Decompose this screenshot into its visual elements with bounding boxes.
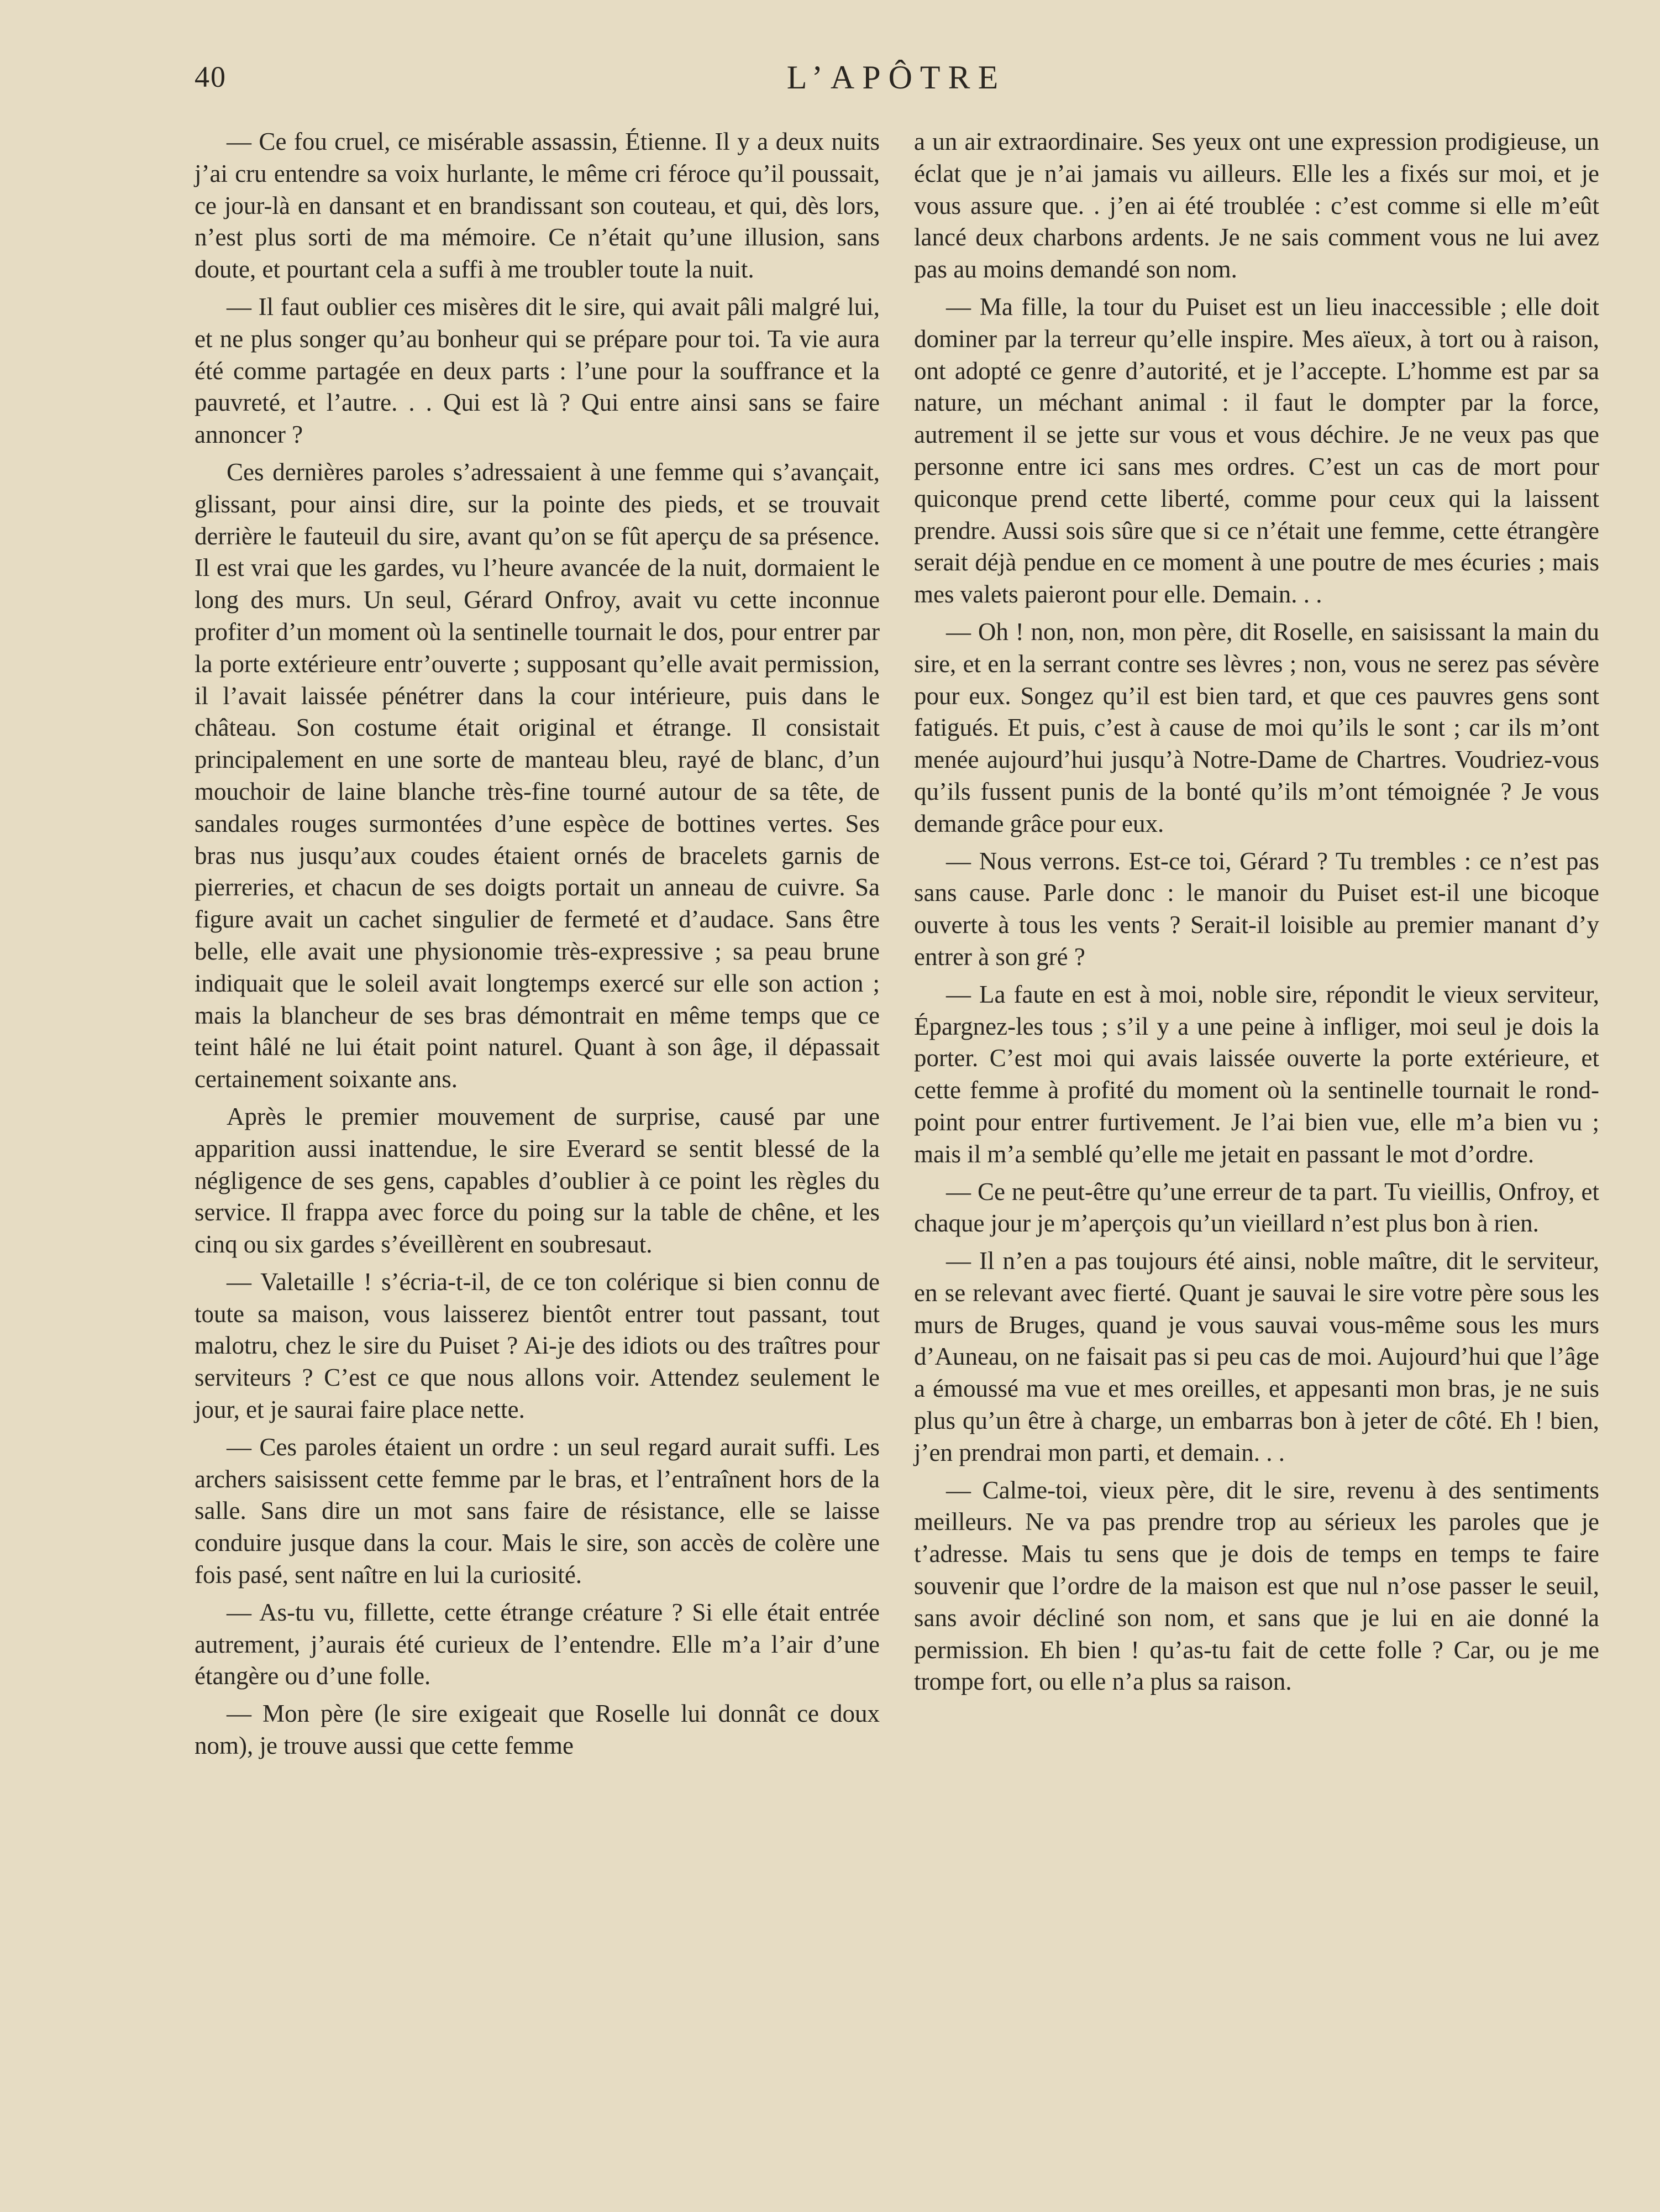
paragraph: — La faute en est à moi, noble sire, répondit le vieux serviteur, Épargnez-les tous ; s’il y a une peine à infliger, moi seul je dois la porter. C’est moi qui avais laissée ouverte la porte extérieure, et cette femme à profité du moment où la sentinelle tournait le rond-point pour entrer furtivement. Je l’ai bien vue, elle m’a bien vu ; mais il m’a semblé qu’elle me jetait en passant le mot d’ordre.: [914, 980, 1599, 1168]
paragraph: — Il n’en a pas toujours été ainsi, noble maître, dit le serviteur, en se relevant avec fierté. Quant je sauvai le sire votre père sous les murs de Bruges, quand je vous sauvai vous-même sous les murs d’Auneau, on ne faisait pas si peu cas de moi. Aujourd’hui que l’âge a émoussé ma vue et mes oreilles, et appesanti mon bras, je ne suis plus qu’un être à charge, un embarras bon à jeter de côté. Eh ! bien, j’en prendrai mon parti, et demain. . .: [914, 1247, 1599, 1466]
paragraph-continued: a un air extraordinaire. Ses yeux ont une expression prodigieuse, un éclat que je n’ai jamais vu ailleurs. Elle les a fixés sur moi, et je vous assure que. . j’en ai été troublée : c’est comme si elle m’eût lancé deux charbons ardents. Je ne sais comment vous ne lui avez pas au moins demandé son nom.: [914, 128, 1599, 284]
paragraph: — Ce fou cruel, ce misérable assassin, Étienne. Il y a deux nuits j’ai cru entendre sa voix hurlante, le même cri féroce qu’il poussait, ce jour-là en dansant et en brandissant son couteau, et qui, dès lors, n’est plus sorti de ma mémoire. Ce n’était qu’une illusion, sans doute, et pourtant cela a suffi à me troubler toute la nuit.: [195, 128, 880, 284]
paragraph: — Ces paroles étaient un ordre : un seul regard aurait suffi. Les archers saisissent cette femme par le bras, et l’entraînent hors de la salle. Sans dire un mot sans faire de résistance, elle se laisse conduire jusque dans la cour. Mais le sire, son accès de colère une fois pasé, sent naître en lui la curiosité.: [195, 1433, 880, 1589]
paragraph: Après le premier mouvement de surprise, causé par une apparition aussi inattendue, le sire Everard se sentit blessé de la négligence de ses gens, capables d’oublier à ce point les règles du service. Il frappa avec force du poing sur la table de chêne, et les cinq ou six gardes s’éveillèrent en soubresaut.: [195, 1102, 880, 1259]
right-column: [914, 126, 1599, 1703]
paragraph: — As-tu vu, fillette, cette étrange créature ? Si elle était entrée autrement, j’aurais été curieux de l’entendre. Elle m’a l’air d’une étangère ou d’une folle.: [195, 1598, 880, 1690]
paragraph: — Ce ne peut-être qu’une erreur de ta part. Tu vieillis, Onfroy, et chaque jour je m’aperçois qu’un vieillard n’est plus bon à rien.: [914, 1177, 1599, 1238]
paragraph: — Valetaille ! s’écria-t-il, de ce ton colérique si bien connu de toute sa maison, vous laisserez bientôt entrer tout passant, tout malotru, chez le sire du Puiset ? Ai-je des idiots ou des traîtres pour serviteurs ? C’est ce que nous allons voir. Attendez seulement le jour, et je saurai faire place nette.: [195, 1267, 880, 1424]
paragraph: — Il faut oublier ces misères dit le sire, qui avait pâli malgré lui, et ne plus songer qu’au bonheur qui se prépare pour toi. Ta vie aura été comme partagée en deux parts : l’une pour la souffrance et la pauvreté, et l’autre. . . Qui est là ? Qui entre ainsi sans se faire annoncer ?: [195, 292, 880, 449]
paragraph: — Oh ! non, non, mon père, dit Roselle, en saisissant la main du sire, et en la serrant contre ses lèvres ; non, vous ne serez pas sévère pour eux. Songez qu’il est bien tard, et que ces pauvres gens sont fatigués. Et puis, c’est à cause de moi qu’ils le sont ; car ils m’ont menée aujourd’hui jusqu’à Notre-Dame de Chartres. Voudriez-vous qu’ils fussent punis de la bonté qu’ils m’ont témoignée ? Je vous demande grâce pour eux.: [914, 617, 1599, 837]
paragraph: — Calme-toi, vieux père, dit le sire, revenu à des sentiments meilleurs. Ne va pas prendre trop au sérieux les paroles que je t’adresse. Mais tu sens que je dois de temps en temps te faire souvenir que l’ordre de la maison est que nul n’ose passer le seuil, sans avoir décliné son nom, et sans que je lui en aie donné la permission. Eh bien ! qu’as-tu fait de cette folle ? Car, ou je me trompe fort, ou elle n’a plus sa raison.: [914, 1476, 1599, 1696]
page-header: [195, 49, 1598, 109]
left-column: [195, 126, 880, 1768]
paragraph: Ces dernières paroles s’adressaient à une femme qui s’avançait, glissant, pour ainsi dire, sur la pointe des pieds, et se trouvait derrière le fauteuil du sire, avant qu’on se fût aperçu de sa présence. Il est vrai que les gardes, vu l’heure avancée de la nuit, dormaient le long des murs. Un seul, Gérard Onfroy, avait vu cette inconnue profiter d’un moment où la sentinelle tournait le dos, pour entrer par la porte extérieure entr’ouverte ; supposant qu’elle avait permission, il l’avait laissée pénétrer dans la cour intérieure, puis dans le château. Son costume était original et étrange. Il consistait principalement en une sorte de manteau bleu, rayé de blanc, d’un mouchoir de laine blanche très-fine tourné autour de sa tête, de sandales rouges surmontées d’une espèce de bottines vertes. Ses bras nus jusqu’aux coudes étaient ornés de bracelets garnis de pierreries, et chacun de ses doigts portait un anneau de cuivre. Sa figure avait un cachet singulier de fermeté et d’audace. Sans être belle, elle avait une physionomie très-expressive ; sa peau brune indiquait que le soleil avait longtemps exercé sur elle son action ; mais la blancheur de ses bras démontrait en même temps que ce teint hâlé ne lui était point naturel. Quant à son âge, il dépassait certainement soixante ans.: [195, 458, 880, 1093]
page-number: 40: [195, 60, 227, 93]
paragraph: — Ma fille, la tour du Puiset est un lieu inaccessible ; elle doit dominer par la terreur qu’elle inspire. Mes aïeux, à tort ou à raison, ont adopté ce genre d’autorité, et je l’accepte. L’homme est par sa nature, un méchant animal : il faut le dompter par la force, autrement il se jette sur vous et vous déchire. Je ne veux pas que personne entre ici sans mes ordres. C’est un cas de mort pour quiconque prend cette liberté, comme pour ceux qui la laissent prendre. Aussi sois sûre que si ce n’était une femme, cette étrangère serait déjà pendue en ce moment à une poutre de mes écuries ; mais mes valets paieront pour elle. Demain. . .: [914, 292, 1599, 609]
paragraph: — Nous verrons. Est-ce toi, Gérard ? Tu trembles : ce n’est pas sans cause. Parle donc : le manoir du Puiset est-il une bicoque ouverte à tous les vents ? Serait-il loisible au premier manant d’y entrer à son gré ?: [914, 847, 1599, 971]
running-title: L’APÔTRE: [786, 59, 1006, 96]
paragraph: — Mon père (le sire exigeait que Roselle lui donnât ce doux nom), je trouve aussi que cette femme: [195, 1700, 880, 1760]
